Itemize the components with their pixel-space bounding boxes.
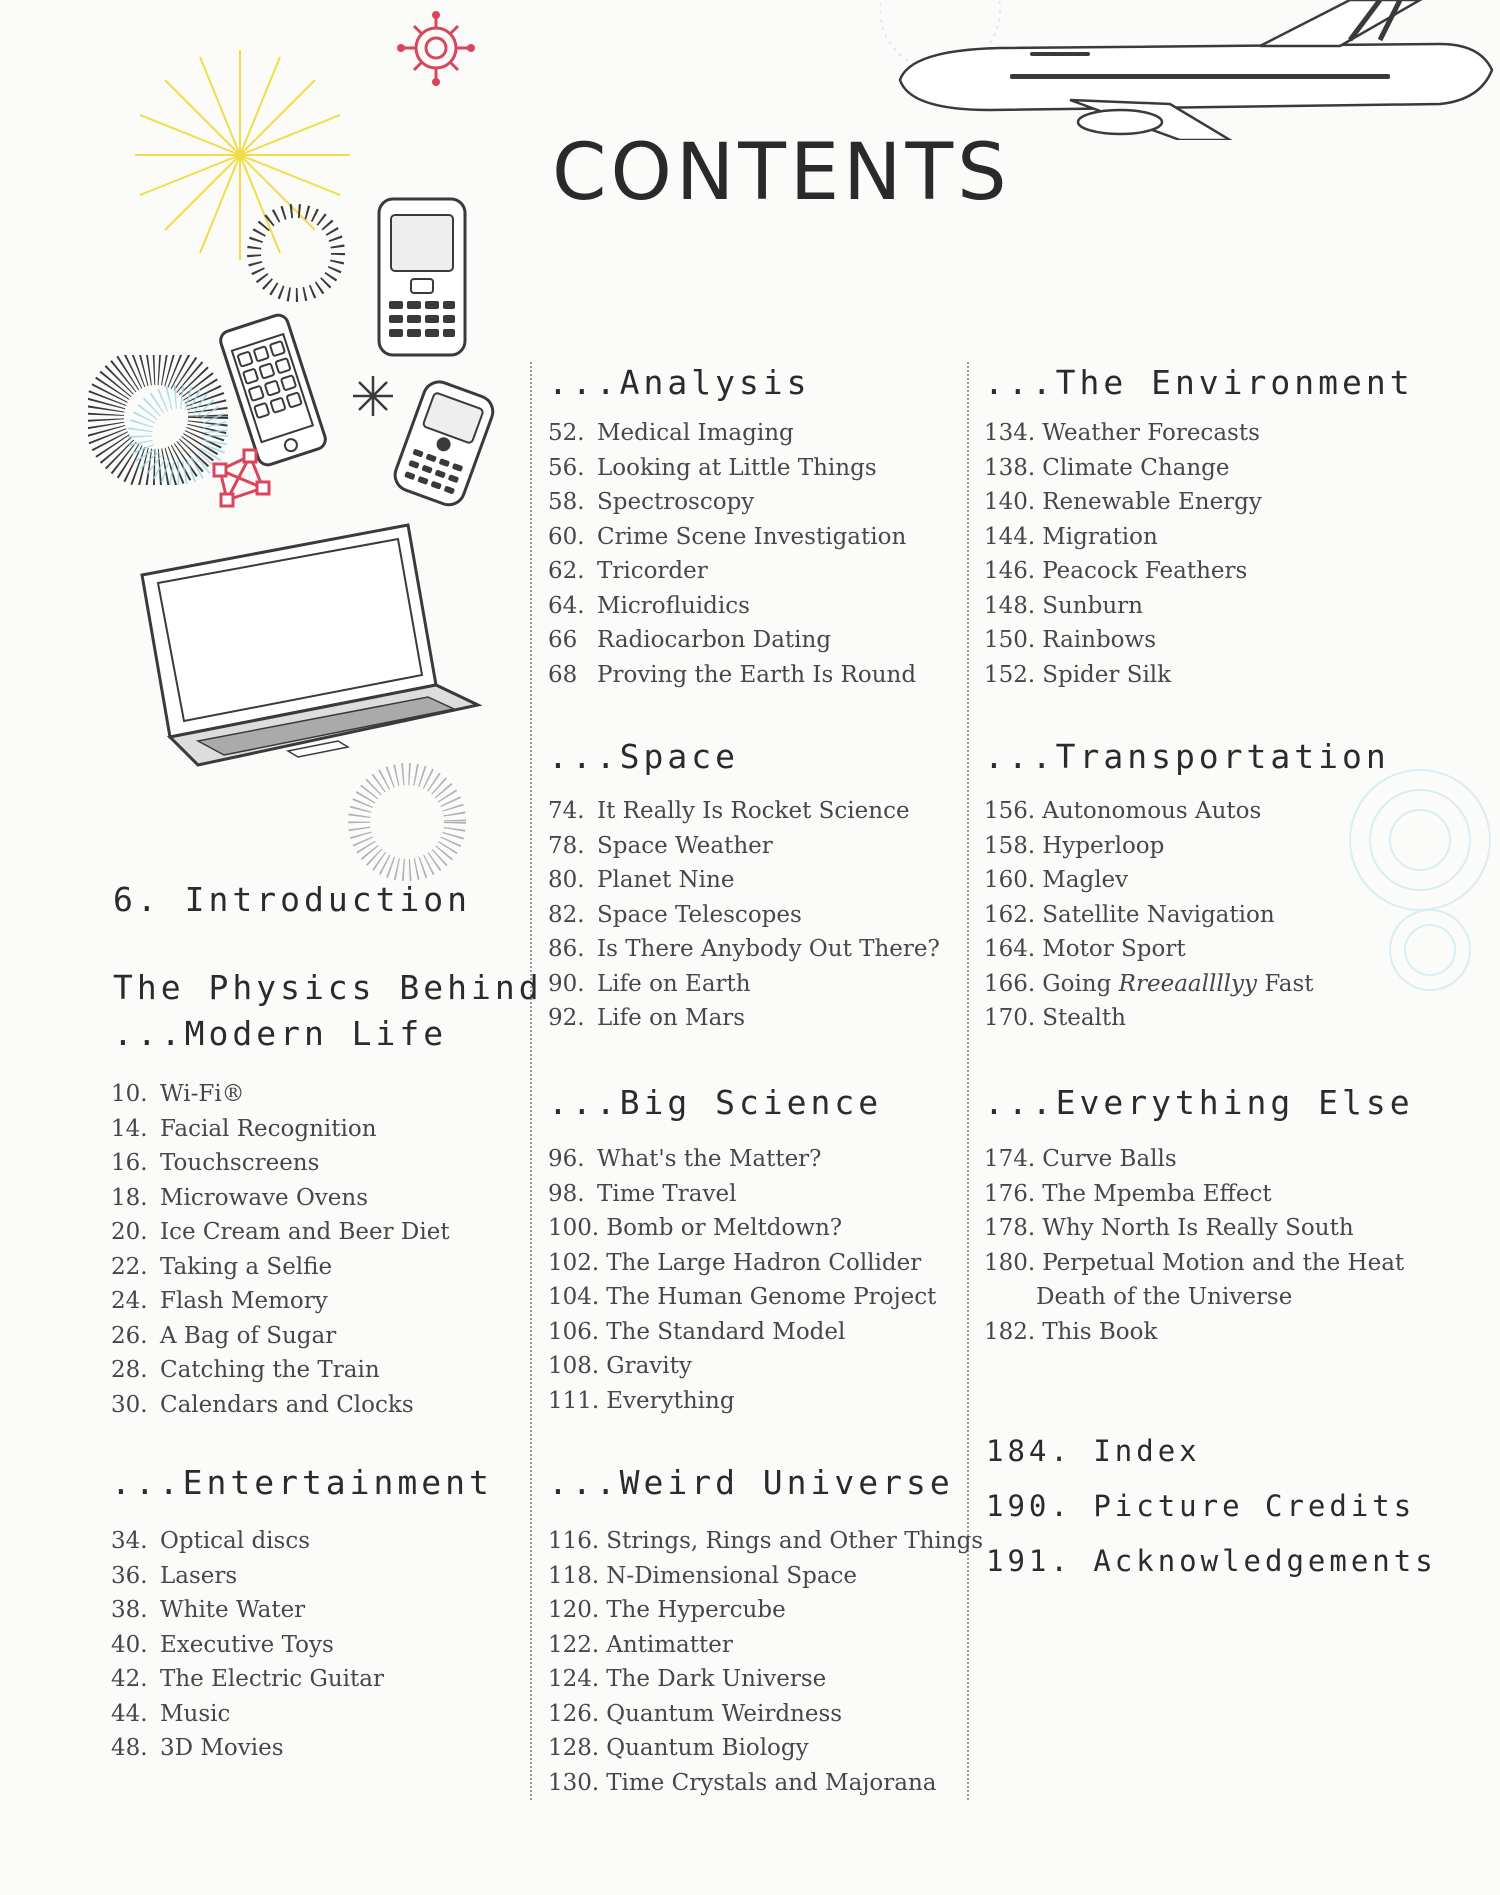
entry-number: 116. [548, 1528, 600, 1554]
entry-number: 100. [548, 1215, 600, 1241]
entry-title: The Dark Universe [606, 1666, 827, 1692]
back-matter-acknowledgements[interactable] [986, 1534, 1437, 1589]
entry-title: Radiocarbon Dating [597, 627, 832, 653]
entry-number: 166. [984, 970, 1036, 997]
entry-title: Acknowledgements [1093, 1544, 1437, 1578]
entry-number: 180. [984, 1249, 1036, 1276]
section-heading: ...Space [548, 737, 739, 776]
toc-entry[interactable] [111, 1215, 531, 1250]
entry-number: 92. [548, 1005, 585, 1031]
entry-title: The Human Genome Project [606, 1284, 937, 1310]
entry-number: 118. [548, 1562, 600, 1589]
toc-entry[interactable] [984, 1246, 1404, 1281]
section-everything-else [984, 1083, 1414, 1349]
entry-number: 62. [548, 558, 585, 584]
entry-number: 52. [548, 420, 585, 446]
entry-number: 124. [548, 1666, 600, 1692]
sun-wheel-icon [388, 10, 488, 90]
entry-number: 34. [111, 1528, 148, 1554]
entry-number: 64. [548, 592, 585, 619]
section-environment [984, 363, 1414, 692]
back-matter-index[interactable] [986, 1424, 1406, 1479]
entry-title: Life on Earth [597, 970, 751, 997]
entry-number: 134. [984, 420, 1036, 446]
back-matter-picture-credits[interactable] [986, 1479, 1416, 1534]
airplane-illustration [880, 0, 1500, 140]
entry-number: 60. [548, 523, 585, 550]
toc-entry[interactable] [548, 520, 968, 555]
toc-entry[interactable] [984, 1211, 1404, 1246]
entry-title: Gravity [606, 1353, 692, 1379]
toc-entry[interactable] [548, 1001, 968, 1036]
toc-entry[interactable] [984, 485, 1404, 520]
laptop-icon [128, 515, 488, 775]
entry-title: Quantum Biology [606, 1735, 809, 1761]
entry-number: 14. [111, 1115, 148, 1142]
entry-title: Time Travel [597, 1180, 737, 1207]
entry-number: 111. [548, 1387, 600, 1414]
smartphone-icon [218, 310, 328, 470]
entry-title: N-Dimensional Space [606, 1562, 858, 1589]
intro-block [113, 880, 513, 919]
entry-title: Bomb or Meltdown? [606, 1215, 843, 1241]
entry-number: 191. [986, 1544, 1072, 1578]
radial-dash-circle-icon [238, 198, 358, 308]
entry-title: Facial Recognition [160, 1115, 377, 1142]
entry-title: Quantum Weirdness [606, 1700, 843, 1727]
entry-title: White Water [160, 1597, 306, 1623]
entry-title: Space Telescopes [597, 901, 802, 928]
entry-number: 74. [548, 798, 585, 824]
entry-title: Migration [1042, 523, 1158, 550]
flip-phone-icon [375, 195, 470, 360]
introduction-label: Introduction [184, 880, 472, 919]
toc-entry[interactable] [548, 485, 968, 520]
toc-entry[interactable] [111, 1662, 531, 1697]
toc-entry[interactable] [548, 416, 968, 451]
entry-title: Picture Credits [1093, 1489, 1416, 1523]
toc-entry[interactable] [548, 829, 968, 864]
toc-entry[interactable] [984, 554, 1404, 589]
entry-title: Perpetual Motion and the Heat [1042, 1249, 1405, 1276]
entry-title: Tricorder [597, 558, 708, 584]
toc-entry[interactable] [548, 1349, 968, 1384]
entry-number: 108. [548, 1353, 600, 1379]
section-transportation [984, 737, 1404, 1036]
section-analysis [548, 363, 968, 692]
introduction-link[interactable] [113, 880, 513, 919]
entry-title: Flash Memory [160, 1288, 328, 1314]
entry-number: 96. [548, 1146, 585, 1172]
section-heading: ...Weird Universe [548, 1463, 954, 1502]
toc-entry[interactable] [984, 829, 1404, 864]
entry-number: 104. [548, 1284, 600, 1310]
entry-title: The Standard Model [606, 1318, 846, 1345]
entry-title: Motor Sport [1042, 936, 1186, 962]
toc-entry[interactable] [111, 1077, 531, 1112]
toc-entry[interactable] [984, 416, 1404, 451]
toc-entry[interactable] [984, 1177, 1404, 1212]
toc-entry[interactable] [111, 1112, 531, 1147]
entry-title: Hyperloop [1042, 832, 1165, 859]
toc-entry[interactable] [548, 1766, 968, 1801]
toc-entry-continuation [984, 1280, 1404, 1315]
toc-entry[interactable] [548, 1246, 968, 1281]
toc-entry[interactable] [548, 451, 968, 486]
entry-number: 144. [984, 523, 1036, 550]
toc-entry[interactable] [984, 932, 1404, 967]
asterisk-icon [350, 373, 396, 419]
entry-number: 22. [111, 1253, 148, 1280]
entry-title: Music [160, 1700, 231, 1727]
blackberry-phone-icon [388, 378, 498, 508]
entry-number: 18. [111, 1184, 148, 1211]
toc-entry[interactable] [548, 1142, 968, 1177]
entry-title: The Large Hadron Collider [606, 1249, 922, 1276]
entry-title: Spectroscopy [597, 489, 755, 515]
toc-entry[interactable] [984, 863, 1404, 898]
toc-entry[interactable] [548, 863, 968, 898]
toc-entry[interactable] [548, 1177, 968, 1212]
toc-entry[interactable] [548, 658, 968, 693]
entry-number: 150. [984, 627, 1036, 653]
toc-entry[interactable] [984, 967, 1404, 1002]
entry-title: The Hypercube [606, 1597, 786, 1623]
entry-title: Lasers [160, 1562, 238, 1589]
entry-number: 190. [986, 1489, 1072, 1523]
toc-entry[interactable] [111, 1319, 531, 1354]
section-heading: ...Entertainment [111, 1463, 493, 1502]
entry-title-continued: Death of the Universe [1036, 1284, 1293, 1310]
entry-number: 28. [111, 1357, 148, 1383]
entry-number: 174. [984, 1146, 1036, 1172]
entry-list [548, 1142, 968, 1418]
entry-number: 20. [111, 1219, 148, 1245]
toc-entry[interactable] [548, 1662, 968, 1697]
entry-number: 102. [548, 1249, 600, 1276]
entry-title: Spider Silk [1042, 661, 1172, 688]
toc-entry[interactable] [548, 898, 968, 933]
entry-title: Microfluidics [597, 592, 750, 619]
entry-title: Crime Scene Investigation [597, 523, 907, 550]
entry-number: 56. [548, 454, 585, 481]
entry-title: Executive Toys [160, 1631, 334, 1658]
toc-entry[interactable] [984, 589, 1404, 624]
entry-number: 156. [984, 798, 1036, 824]
entry-number: 44. [111, 1700, 148, 1727]
toc-entry[interactable] [548, 554, 968, 589]
entry-title: Renewable Energy [1042, 489, 1262, 515]
entry-number: 140. [984, 489, 1036, 515]
entry-number: 42. [111, 1666, 148, 1692]
toc-entry[interactable] [984, 520, 1404, 555]
entry-list [111, 1077, 531, 1422]
toc-entry[interactable] [548, 1384, 968, 1419]
entry-number: 58. [548, 489, 585, 515]
entry-number: 10. [111, 1081, 148, 1107]
entry-title: The Mpemba Effect [1042, 1180, 1272, 1207]
physics-heading-line2: ...Modern Life [113, 1014, 448, 1053]
entry-title: Stealth [1042, 1005, 1126, 1031]
entry-title: Rainbows [1042, 627, 1157, 653]
section-space [548, 737, 968, 1036]
entry-number: 122. [548, 1631, 600, 1658]
entry-title: Time Crystals and Majorana [606, 1769, 937, 1796]
entry-number: 164. [984, 936, 1036, 962]
toc-entry[interactable] [111, 1593, 531, 1628]
entry-number: 106. [548, 1318, 600, 1345]
section-big-science [548, 1083, 968, 1418]
toc-entry[interactable] [984, 623, 1404, 658]
entry-number: 90. [548, 970, 585, 997]
entry-number: 82. [548, 901, 585, 928]
section-entertainment [111, 1463, 531, 1766]
entry-number: 68 [548, 661, 578, 688]
toc-entry[interactable] [548, 623, 968, 658]
toc-entry[interactable] [984, 1001, 1404, 1036]
entry-list [548, 794, 968, 1036]
entry-title: It Really Is Rocket Science [597, 798, 910, 824]
toc-entry[interactable] [984, 794, 1404, 829]
section-weird-universe [548, 1463, 984, 1800]
entry-number: 182. [984, 1318, 1036, 1345]
toc-entry[interactable] [548, 967, 968, 1002]
toc-entry[interactable] [548, 794, 968, 829]
toc-entry[interactable] [548, 1731, 968, 1766]
entry-title: The Electric Guitar [160, 1666, 384, 1692]
entry-number: 138. [984, 454, 1036, 481]
entry-title: Catching the Train [160, 1357, 380, 1383]
toc-entry[interactable] [111, 1697, 531, 1732]
entry-title: Autonomous Autos [1042, 798, 1262, 824]
toc-entry[interactable] [111, 1388, 531, 1423]
toc-entry[interactable] [111, 1559, 531, 1594]
entry-title: This Book [1042, 1318, 1158, 1345]
toc-entry[interactable] [984, 1142, 1404, 1177]
entry-title: Curve Balls [1042, 1146, 1177, 1172]
toc-entry[interactable] [548, 1280, 968, 1315]
entry-title: Taking a Selfie [160, 1253, 333, 1280]
toc-entry[interactable] [984, 898, 1404, 933]
entry-title: Why North Is Really South [1042, 1215, 1354, 1241]
entry-number: 36. [111, 1562, 148, 1589]
entry-title: Planet Nine [597, 867, 735, 893]
entry-title: Life on Mars [597, 1005, 746, 1031]
section-modern-life [111, 1077, 531, 1422]
entry-number: 78. [548, 832, 585, 859]
network-nodes-icon [205, 448, 275, 513]
entry-number: 24. [111, 1288, 148, 1314]
toc-entry[interactable] [548, 1315, 968, 1350]
entry-number: 66 [548, 627, 578, 653]
entry-list [984, 416, 1404, 692]
entry-list [984, 794, 1404, 967]
toc-entry[interactable] [111, 1284, 531, 1319]
physics-heading-line1: The Physics Behind [113, 968, 543, 1007]
physics-heading [113, 965, 543, 1057]
entry-title: Optical discs [160, 1528, 311, 1554]
toc-entry[interactable] [984, 451, 1404, 486]
toc-entry[interactable] [548, 1593, 968, 1628]
entry-title: Peacock Feathers [1042, 558, 1248, 584]
entry-title: Touchscreens [160, 1150, 320, 1176]
entry-title: Climate Change [1042, 454, 1230, 481]
entry-title: Antimatter [606, 1631, 733, 1658]
entry-number: 128. [548, 1735, 600, 1761]
section-heading: ...The Environment [984, 363, 1414, 402]
entry-title-emphasis: Rreeaallllyy [1118, 970, 1258, 997]
toc-entry[interactable] [111, 1353, 531, 1388]
toc-entry[interactable] [111, 1146, 531, 1181]
entry-title: Maglev [1042, 867, 1129, 893]
toc-entry[interactable] [111, 1524, 531, 1559]
toc-entry[interactable] [548, 1559, 968, 1594]
entry-title-end: Fast [1257, 970, 1314, 997]
entry-title: Proving the Earth Is Round [597, 661, 917, 688]
entry-number: 86. [548, 936, 585, 962]
toc-entry[interactable] [984, 658, 1404, 693]
entry-title: 3D Movies [160, 1735, 284, 1761]
entry-title: Everything [606, 1387, 735, 1414]
entry-title: Weather Forecasts [1042, 420, 1260, 446]
entry-title: Looking at Little Things [597, 454, 877, 481]
entry-number: 146. [984, 558, 1036, 584]
back-matter [986, 1424, 1437, 1589]
entry-title: Strings, Rings and Other Things [606, 1528, 984, 1554]
entry-number: 30. [111, 1391, 148, 1418]
introduction-number: 6. [113, 880, 161, 919]
toc-entry[interactable] [984, 1315, 1404, 1350]
entry-number: 160. [984, 867, 1036, 893]
toc-entry[interactable] [548, 589, 968, 624]
entry-number: 40. [111, 1631, 148, 1658]
entry-number: 152. [984, 661, 1036, 688]
entry-number: 80. [548, 867, 585, 893]
entry-title: Satellite Navigation [1042, 901, 1275, 928]
entry-title-start: Going [1042, 970, 1119, 997]
toc-entry[interactable] [548, 1628, 968, 1663]
entry-number: 126. [548, 1700, 600, 1727]
entry-number: 176. [984, 1180, 1036, 1207]
entry-number: 130. [548, 1769, 600, 1796]
entry-title: Space Weather [597, 832, 773, 859]
page-title: CONTENTS [552, 128, 1011, 218]
entry-number: 120. [548, 1597, 600, 1623]
entry-number: 178. [984, 1215, 1036, 1241]
entry-title: Microwave Ovens [160, 1184, 369, 1211]
entry-number: 26. [111, 1322, 148, 1349]
toc-entry[interactable] [111, 1181, 531, 1216]
grey-dash-circle-icon [345, 760, 470, 885]
entry-title: A Bag of Sugar [160, 1322, 337, 1349]
entry-number: 158. [984, 832, 1036, 859]
entry-title: Sunburn [1042, 592, 1143, 619]
entry-title: Is There Anybody Out There? [597, 936, 940, 962]
toc-entry[interactable] [548, 1524, 984, 1559]
entry-number: 48. [111, 1735, 148, 1761]
entry-list [984, 1142, 1404, 1246]
section-heading: ...Everything Else [984, 1083, 1414, 1122]
toc-entry[interactable] [111, 1731, 531, 1766]
entry-title: Medical Imaging [597, 420, 794, 446]
entry-number: 162. [984, 901, 1036, 928]
entry-number: 98. [548, 1180, 585, 1207]
entry-title: Wi-Fi® [160, 1081, 245, 1107]
entry-number: 38. [111, 1597, 148, 1623]
entry-list [111, 1524, 531, 1766]
entry-number: 184. [986, 1434, 1072, 1468]
toc-entry[interactable] [548, 1211, 968, 1246]
entry-title: What's the Matter? [597, 1146, 822, 1172]
entry-number: 170. [984, 1005, 1036, 1031]
entry-title: Calendars and Clocks [160, 1391, 414, 1418]
entry-list [548, 416, 968, 692]
toc-entry[interactable] [111, 1628, 531, 1663]
entry-number: 16. [111, 1150, 148, 1176]
toc-entry[interactable] [111, 1250, 531, 1285]
section-heading: ...Transportation [984, 737, 1390, 776]
section-heading: ...Big Science [548, 1083, 883, 1122]
toc-entry[interactable] [548, 932, 968, 967]
entry-title: Index [1093, 1434, 1201, 1468]
section-heading: ...Analysis [548, 363, 811, 402]
toc-entry[interactable] [548, 1697, 968, 1732]
entry-list [548, 1524, 984, 1800]
entry-number: 148. [984, 592, 1036, 619]
entry-title: Ice Cream and Beer Diet [160, 1219, 450, 1245]
